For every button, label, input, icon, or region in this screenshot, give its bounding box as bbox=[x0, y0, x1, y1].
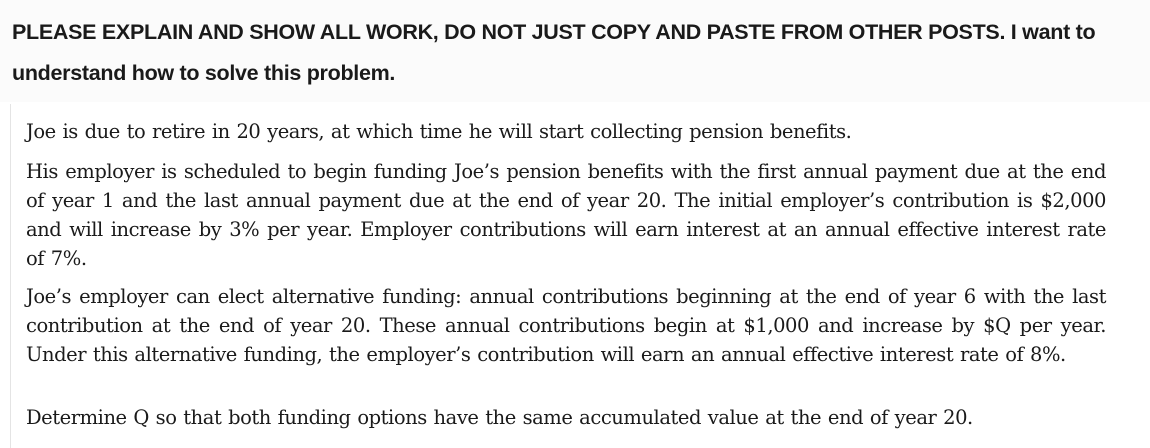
problem-image bbox=[10, 104, 1150, 448]
question-heading: PLEASE EXPLAIN AND SHOW ALL WORK, DO NOT JUST COPY AND PASTE FROM OTHER POSTS. I want to understand how to solve this problem. bbox=[12, 20, 1096, 85]
problem-paragraph-alternative-funding: Joe’s employer can elect alternative funding: annual contributions beginning at the end of year 6 with the last contribution at the end of year 20. These annual contributions begin at $1,000 and increase by $Q per year. Under this alternative funding, the employer’s contribution will earn an annual effective interest rate of 8%. bbox=[26, 285, 1106, 366]
question-header bbox=[0, 0, 1150, 102]
problem-paragraph-original-funding: His employer is scheduled to begin funding Joe’s pension benefits with the first annual payment due at the end of year 1 and the last annual payment due at the end of year 20. The initial employer’s contribution is $2,000 and will increase by 3% per year. Employer contributions will earn interest at an annual effective interest rate of 7%. bbox=[26, 160, 1106, 270]
problem-paragraph-task: Determine Q so that both funding options have the same accumulated value at the end of year 20. bbox=[26, 406, 973, 429]
problem-paragraph-intro: Joe is due to retire in 20 years, at which time he will start collecting pension benefits. bbox=[26, 120, 852, 143]
